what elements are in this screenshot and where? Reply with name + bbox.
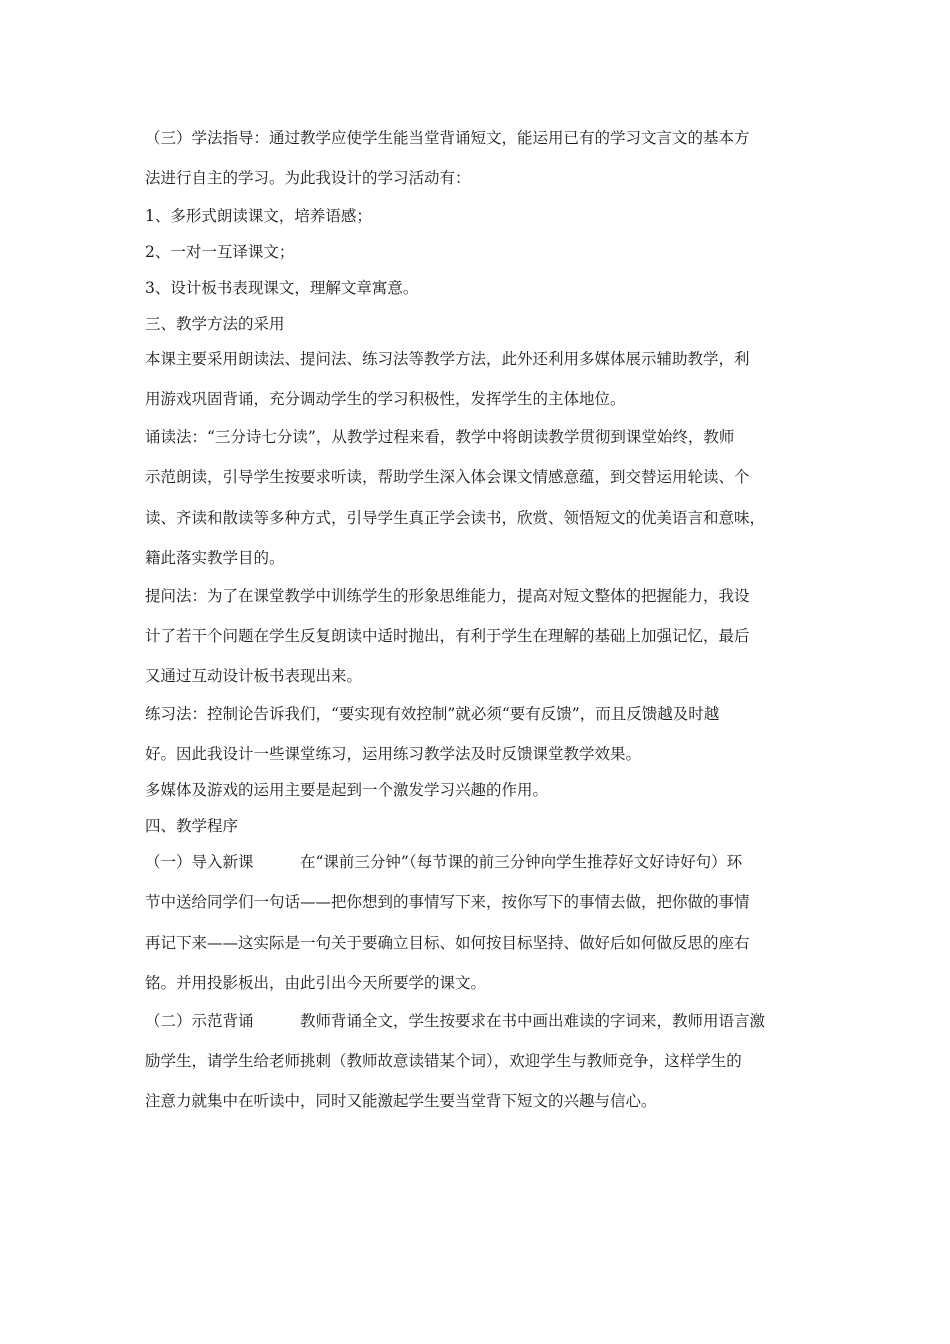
paragraph-line: 提问法：为了在课堂教学中训练学生的形象思维能力，提高对短文整体的把握能力，我设 xyxy=(145,587,750,605)
section-heading: 三、教学方法的采用 xyxy=(145,315,285,333)
list-item: 2、一对一互译课文； xyxy=(145,243,295,261)
paragraph-line: 本课主要采用朗读法、提问法、练习法等教学方法，此外还利用多媒体展示辅助教学，利 xyxy=(145,350,750,368)
paragraph-line: 注意力就集中在听读中，同时又能激起学生要当堂背下短文的兴趣与信心。 xyxy=(145,1092,657,1110)
paragraph-line: 用游戏巩固背诵，充分调动学生的学习积极性，发挥学生的主体地位。 xyxy=(145,390,626,408)
paragraph-line: （一）导入新课 在“课前三分钟”（每节课的前三分钟向学生推荐好文好诗好句）环 xyxy=(145,853,743,871)
paragraph-line: （二）示范背诵 教师背诵全文，学生按要求在书中画出难读的字词来，教师用语言激 xyxy=(145,1012,766,1030)
section-heading: 四、教学程序 xyxy=(145,817,239,835)
paragraph-line: 籍此落实教学目的。 xyxy=(145,549,285,567)
paragraph-line: 读、齐读和散读等多种方式，引导学生真正学会读书，欣赏、领悟短文的优美语言和意味， xyxy=(145,509,766,527)
paragraph-line: 又通过互动设计板书表现出来。 xyxy=(145,667,363,685)
paragraph-line: 节中送给同学们一句话——把你想到的事情写下来，按你写下的事情去做，把你做的事情 xyxy=(145,893,750,911)
paragraph-line: 好。因此我设计一些课堂练习，运用练习教学法及时反馈课堂教学效果。 xyxy=(145,745,642,763)
paragraph-line: 练习法：控制论告诉我们，“要实现有效控制”就必须“要有反馈”，而且反馈越及时越 xyxy=(145,705,720,723)
paragraph-line: 法进行自主的学习。为此我设计的学习活动有： xyxy=(145,169,471,187)
list-item: 1、多形式朗读课文，培养语感； xyxy=(145,207,372,225)
paragraph-line: 铭。并用投影板出，由此引出今天所要学的课文。 xyxy=(145,974,487,992)
paragraph-line: 诵读法：“三分诗七分读”，从教学过程来看，教学中将朗读教学贯彻到课堂始终，教师 xyxy=(145,428,735,446)
paragraph-line: （三）学法指导：通过教学应使学生能当堂背诵短文，能运用已有的学习文言文的基本方 xyxy=(145,129,750,147)
paragraph-line: 再记下来——这实际是一句关于要确立目标、如何按目标坚持、做好后如何做反思的座右 xyxy=(145,934,750,952)
paragraph-line: 励学生，请学生给老师挑刺（教师故意读错某个词），欢迎学生与教师竞争，这样学生的 xyxy=(145,1052,742,1070)
list-item: 3、设计板书表现课文，理解文章寓意。 xyxy=(145,279,419,297)
paragraph-line: 示范朗读，引导学生按要求听读，帮助学生深入体会课文情感意蕴，到交替运用轮读、个 xyxy=(145,468,750,486)
paragraph-line: 多媒体及游戏的运用主要是起到一个激发学习兴趣的作用。 xyxy=(145,781,549,799)
paragraph-line: 计了若干个问题在学生反复朗读中适时抛出，有利于学生在理解的基础上加强记忆，最后 xyxy=(145,627,750,645)
